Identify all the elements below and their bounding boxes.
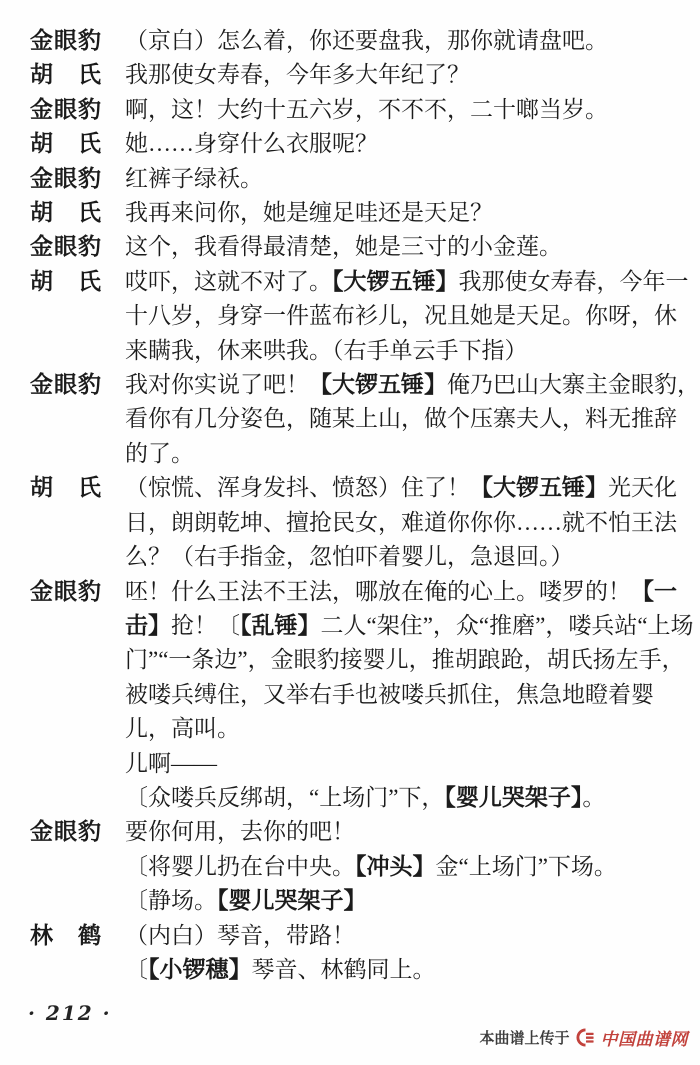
dialogue-line [125,953,670,987]
dialogue-row [30,196,670,230]
dialogue-text [125,953,670,987]
dialogue-segment: 被喽兵缚住，又举右手也被喽兵抓住，焦急地瞪着婴 [125,681,654,707]
dialogue-text [125,471,677,574]
dialogue-line [125,884,670,918]
percussion-notation: 【大锣五锤】 [332,268,459,294]
dialogue-segment: 我那使女寿春，今年多大年纪了？ [125,62,470,88]
dialogue-row [30,162,670,196]
dialogue-segment: 呸！什么王法不王法，哪放在俺的心上。喽罗的！ [125,578,631,604]
dialogue-text [125,919,670,953]
dialogue-segment: 我那使女寿春，今年一 [458,268,689,294]
dialogue-segment: 儿啊—— [125,750,217,776]
dialogue-row [30,265,689,368]
dialogue-row [30,24,670,58]
dialogue-row [30,781,670,815]
dialogue-line [125,815,670,849]
dialogue-row [30,884,670,918]
dialogue-row [30,815,670,849]
speaker-name: 金眼豹 [30,819,102,845]
percussion-notation: 【冲头】 [355,853,436,879]
dialogue-segment: 啊，这！大约十五六岁，不不不，二十啷当岁。 [125,96,608,122]
dialogue-row [30,575,694,747]
watermark-site-name: 中国曲谱网 [600,1030,688,1050]
dialogue-text [125,127,670,161]
dialogue-line [125,506,677,540]
percussion-notation: 【婴儿哭架子】 [217,888,367,914]
dialogue-row [30,93,670,127]
dialogue-line [125,299,677,333]
dialogue-text [125,58,670,92]
dialogue-line [125,93,670,127]
dialogue-text [125,230,670,264]
dialogue-segment: 日，朗朗乾坤、擅抢民女，难道你你你……就不怕王法 [125,509,677,535]
dialogue-text [125,884,670,918]
dialogue-segment: 琴音、林鹤同上。 [251,956,436,982]
speaker-name: 金眼豹 [30,578,102,604]
dialogue-line [125,334,670,368]
dialogue-line [125,643,685,677]
page-footer [0,987,700,1050]
dialogue-segment: 门”“一条边”，金眼豹接婴儿，推胡踉跄，胡氏扬左手， [125,647,685,673]
dialogue-segment: （京白）怎么着，你还要盘我，那你就请盘吧。 [125,28,608,53]
speaker-name: 金眼豹 [30,165,102,191]
dialogue-line [125,850,670,884]
dialogue-text [125,850,670,884]
dialogue-segment: 金“上场门”下场。 [435,853,617,879]
dialogue-line [125,402,677,436]
page-number: · 212 · [28,1001,112,1026]
dialogue-segment: 的了。 [125,440,194,466]
speaker-name: 金眼豹 [30,28,102,53]
speaker-name: 胡 氏 [30,475,102,501]
dialogue-line [125,678,670,712]
percussion-notation: 【大锣五锤】 [309,372,447,398]
dialogue-segment: 光天化 [608,475,677,501]
speaker-name: 金眼豹 [30,372,102,398]
dialogue-line [125,471,677,505]
dialogue-segment: 〔 [125,956,148,982]
dialogue-line [125,609,694,643]
dialogue-line [125,575,677,609]
percussion-notation: 【大锣五锤】 [470,475,608,501]
dialogue-text [125,575,694,747]
dialogue-text [125,196,670,230]
dialogue-row [30,471,677,574]
dialogue-segment: 看你有几分姿色，随某上山，做个压寨夫人，料无推辞 [125,406,677,432]
dialogue-line [125,712,670,746]
dialogue-segment: 十八岁，身穿一件蓝布衫儿，况且她是天足。你呀，休 [125,303,677,329]
dialogue-row [30,368,700,471]
dialogue-segment: 么？（右手指金，忽怕吓着婴儿，急退回。） [125,544,574,570]
percussion-notation: 【婴儿哭架子】 [444,784,583,810]
dialogue-row [30,919,670,953]
dialogue-text [125,815,670,849]
speaker-name: 胡 氏 [30,200,102,226]
speaker-name: 胡 氏 [30,268,102,294]
dialogue-row [30,850,670,884]
dialogue-row [30,58,670,92]
dialogue-text [125,781,670,815]
dialogue-segment: 来瞒我，休来哄我。（右手单云手下指） [125,337,528,363]
percussion-notation: 击】 [125,612,171,638]
dialogue-segment: 。 [582,784,606,810]
dialogue-segment: 俺乃巴山大寨主金眼豹， [447,372,700,398]
dialogue-line [125,24,670,58]
dialogue-segment: （惊慌、浑身发抖、愤怒）住了！ [125,475,470,501]
dialogue-segment: 哎吓，这就不对了。 [125,268,332,294]
dialogue-segment: 这个，我看得最清楚，她是三寸的小金莲。 [125,234,562,260]
dialogue-segment: 她……身穿什么衣服呢？ [125,131,378,157]
cn-qupu-logo-icon [576,1028,595,1047]
dialogue-line [125,58,670,92]
speaker-name: 胡 氏 [30,131,102,157]
dialogue-text [125,265,689,368]
dialogue-text [125,747,670,781]
dialogue-row [30,953,670,987]
dialogue-line [125,781,670,815]
dialogue-line [125,919,670,953]
dialogue-segment: 红裤子绿袄。 [125,165,263,191]
dialogue-line [125,265,689,299]
dialogue-segment: 抢！〔 [171,612,240,638]
dialogue-line [125,437,670,471]
dialogue-line [125,230,670,264]
dialogue-segment: 儿，高叫。 [125,716,240,742]
dialogue-segment: 〔将婴儿扔在台中央。 [125,853,355,879]
dialogue-line [125,127,670,161]
watermark-prefix-label: 本曲谱上传于 [479,1030,570,1048]
dialogue-line [125,196,670,230]
dialogue-segment: 我对你实说了吧！ [125,372,309,398]
dialogue-text [125,24,670,58]
percussion-notation: 【一 [631,578,677,604]
watermark [479,1025,688,1050]
dialogue-segment: 我再来问你，她是缠足哇还是天足？ [125,200,493,226]
dialogue-line [125,747,670,781]
percussion-notation: 【乱锤】 [240,612,321,638]
speaker-name: 金眼豹 [30,234,102,260]
speaker-name: 林 鹤 [30,922,102,948]
dialogue-text [125,368,700,471]
percussion-notation: 【小锣穗】 [148,956,252,982]
dialogue-segment: 〔静场。 [125,888,217,914]
dialogue-segment: 二人“架住”，众“推磨”，喽兵站“上场 [320,612,694,638]
dialogue-segment: （内白）琴音，带路！ [125,922,355,948]
dialogue-text [125,93,670,127]
dialogue-row [30,747,670,781]
dialogue-text [125,162,670,196]
dialogue-segment: 要你何用，去你的吧！ [125,819,355,845]
dialogue-row [30,127,670,161]
dialogue-line [125,162,670,196]
dialogue-row [30,230,670,264]
dialogue-line [125,368,700,402]
dialogue-segment: 〔众喽兵反绑胡，“上场门”下， [125,784,445,810]
speaker-name: 胡 氏 [30,62,102,88]
speaker-name: 金眼豹 [30,96,102,122]
dialogue-line [125,540,670,574]
